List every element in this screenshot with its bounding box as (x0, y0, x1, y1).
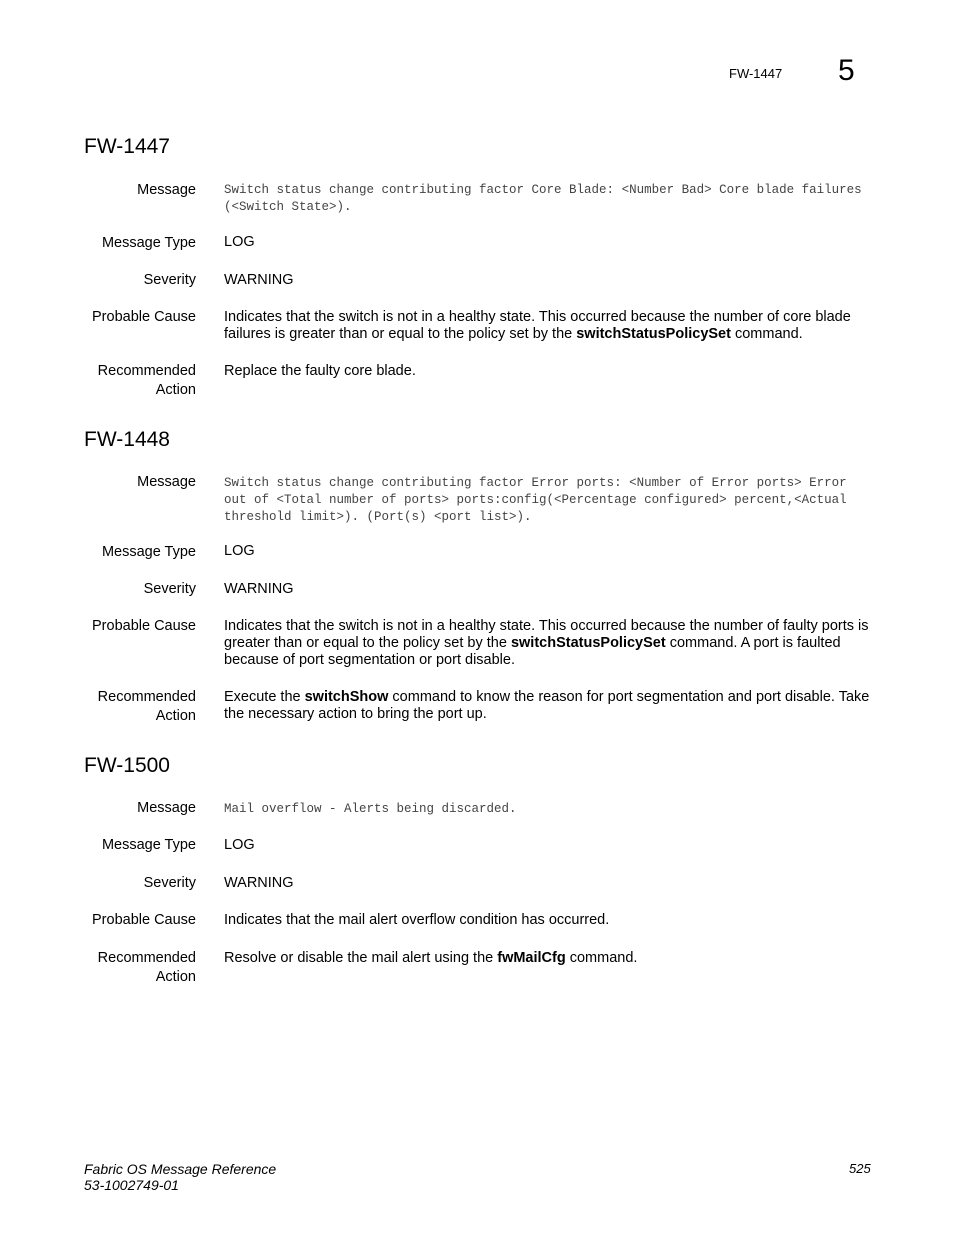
probable-cause-label: Probable Cause (92, 309, 196, 325)
section-title-fw-1500: FW-1500 (84, 754, 170, 777)
message-text: Mail overflow - Alerts being discarded. (224, 802, 517, 816)
chapter-number: 5 (838, 54, 855, 87)
section-title-fw-1448: FW-1448 (84, 428, 170, 451)
message-type-value: LOG (224, 837, 255, 853)
message-text: Switch status change contributing factor Error ports: <Number of Error ports> Error out of <Total number of ports> ports:config(<Percentage configured> percent,<Actual threshold limit>). (Port(s) <port list>). (224, 476, 847, 524)
message-type-value: LOG (224, 234, 255, 250)
message-label: Message (137, 182, 196, 198)
command-name: switchStatusPolicySet (576, 326, 731, 342)
footer-doc-number: 53-1002749-01 (84, 1177, 179, 1193)
command-name: fwMailCfg (497, 950, 566, 966)
message-label: Message (137, 474, 196, 490)
severity-value: WARNING (224, 875, 294, 891)
command-name: switchShow (304, 689, 389, 705)
message-label: Message (137, 800, 196, 816)
message-text: Switch status change contributing factor Core Blade: <Number Bad> Core blade failures (<Switch State>). (224, 183, 862, 214)
message-type-label: Message Type (101, 235, 196, 251)
recommended-action-label: Recommended Action (97, 950, 196, 985)
running-header-label: FW-1447 (729, 66, 783, 81)
severity-value: WARNING (224, 581, 294, 597)
probable-cause-text: Indicates that the switch is not in a healthy state. This occurred because the number of faulty ports is greater than or equal to the policy set by the switchStatusPolicySet command. A port is faulted because of port segmentation or port disable. (224, 618, 869, 668)
severity-label: Severity (143, 875, 196, 891)
command-name: switchStatusPolicySet (510, 635, 666, 651)
message-type-value: LOG (224, 543, 255, 559)
severity-label: Severity (143, 272, 196, 288)
severity-label: Severity (143, 581, 196, 597)
message-type-label: Message Type (101, 544, 196, 560)
recommended-action-text: Resolve or disable the mail alert using the fwMailCfg command. (224, 950, 638, 966)
probable-cause-text: Indicates that the mail alert overflow condition has occurred. (224, 912, 610, 928)
page-number: 525 (849, 1161, 871, 1176)
footer-document-info (84, 1161, 276, 1193)
probable-cause-label: Probable Cause (92, 912, 196, 928)
recommended-action-label: Recommended Action (97, 689, 196, 724)
message-type-label: Message Type (101, 837, 196, 853)
section-title-fw-1447: FW-1447 (84, 135, 170, 158)
probable-cause-label: Probable Cause (92, 618, 196, 634)
recommended-action-label: Recommended Action (97, 363, 196, 398)
footer-title: Fabric OS Message Reference (84, 1161, 277, 1177)
probable-cause-text: Indicates that the switch is not in a healthy state. This occurred because the number of core blade failures is greater than or equal to the policy set by the switchStatusPolicySet command. (224, 309, 851, 342)
recommended-action-text: Replace the faulty core blade. (224, 363, 416, 379)
recommended-action-text: Execute the switchShow command to know the reason for port segmentation and port disable. Take the necessary action to bring the port up. (224, 689, 870, 722)
severity-value: WARNING (224, 272, 294, 288)
